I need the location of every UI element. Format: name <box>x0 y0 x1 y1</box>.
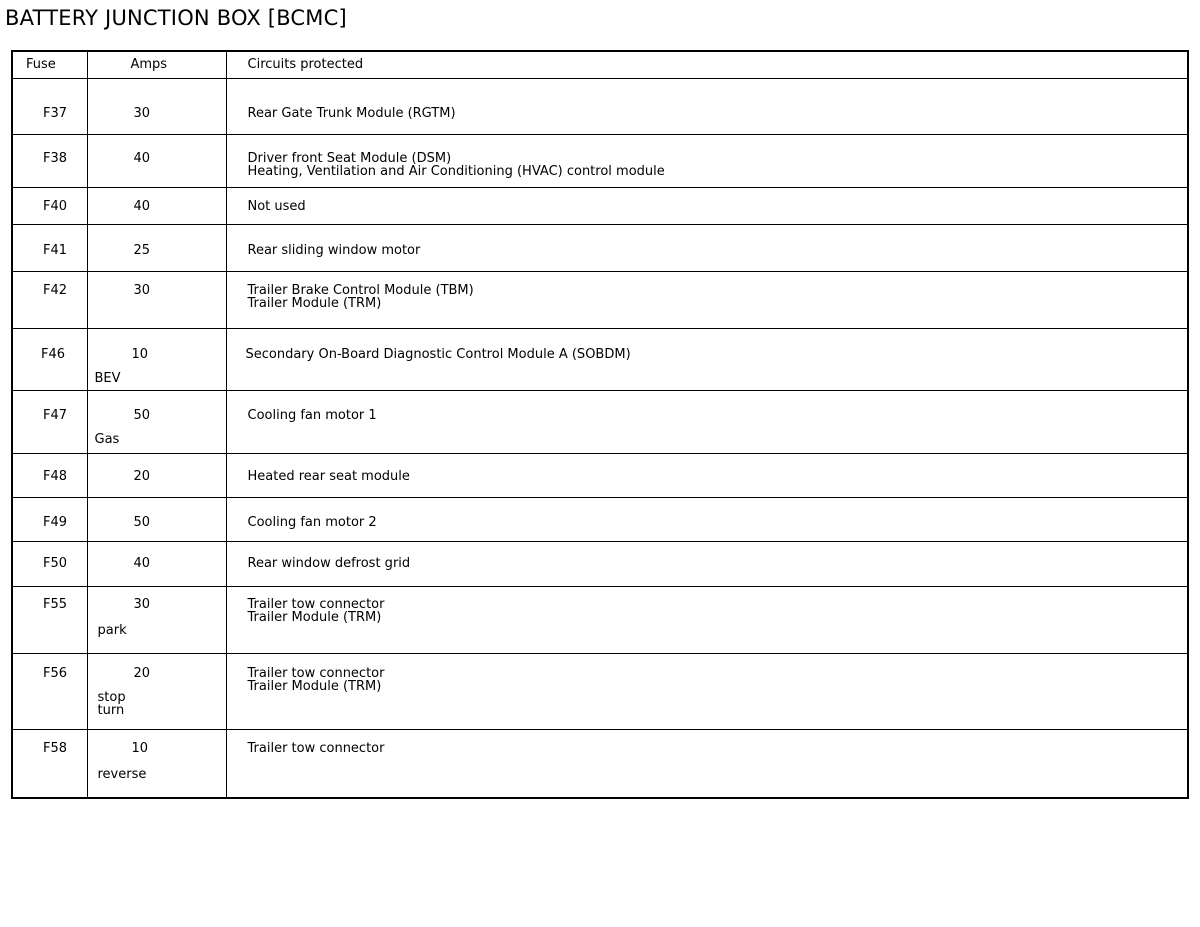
table-row <box>12 135 1188 188</box>
circuits-text: Driver front Seat Module (DSM) Heating, Ventilation and Air Conditioning (HVAC) control module <box>247 151 665 179</box>
fuse-cell <box>12 498 87 542</box>
fuse-id: F50 <box>43 556 68 571</box>
amps-value: 20 <box>133 666 151 681</box>
fuse-cell <box>12 79 87 135</box>
fuse-id: F41 <box>43 243 68 258</box>
amps-cell <box>87 329 226 391</box>
circuits-cell <box>226 730 1188 798</box>
amps-cell <box>87 79 226 135</box>
amps-cell <box>87 135 226 188</box>
table-header-row <box>12 51 1188 79</box>
circuits-cell <box>226 272 1188 329</box>
table-row <box>12 498 1188 542</box>
amps-note: reverse <box>97 767 147 782</box>
fuse-id: F55 <box>43 597 68 612</box>
amps-cell <box>87 587 226 654</box>
fuse-cell <box>12 329 87 391</box>
circuits-cell <box>226 454 1188 498</box>
fuse-table-body <box>12 79 1188 798</box>
circuits-cell <box>226 498 1188 542</box>
circuits-cell <box>226 654 1188 730</box>
circuits-text: Trailer tow connector Trailer Module (TRM) <box>247 597 385 625</box>
fuse-id: F42 <box>43 283 68 298</box>
fuse-cell <box>12 730 87 798</box>
amps-note: Gas <box>94 432 120 447</box>
circuits-text: Not used <box>247 199 306 214</box>
amps-value: 40 <box>133 199 151 214</box>
page-title: BATTERY JUNCTION BOX [BCMC] <box>5 6 347 30</box>
amps-value: 10 <box>131 741 149 756</box>
header-circuits: Circuits protected <box>226 51 1188 79</box>
header-fuse: Fuse <box>12 51 87 79</box>
fuse-cell <box>12 654 87 730</box>
fuse-id: F58 <box>43 741 68 756</box>
amps-note: stop turn <box>97 690 126 718</box>
circuits-cell <box>226 329 1188 391</box>
amps-cell <box>87 542 226 587</box>
amps-cell <box>87 272 226 329</box>
amps-value: 20 <box>133 469 151 484</box>
amps-cell <box>87 654 226 730</box>
amps-cell <box>87 454 226 498</box>
amps-cell <box>87 498 226 542</box>
table-row <box>12 225 1188 272</box>
amps-value: 50 <box>133 408 151 423</box>
amps-value: 50 <box>133 515 151 530</box>
fuse-id: F40 <box>43 199 68 214</box>
fuse-id: F47 <box>43 408 68 423</box>
fuse-cell <box>12 542 87 587</box>
table-row <box>12 587 1188 654</box>
fuse-cell <box>12 454 87 498</box>
fuse-table <box>11 50 1189 799</box>
fuse-id: F56 <box>43 666 68 681</box>
amps-value: 25 <box>133 243 151 258</box>
table-row <box>12 654 1188 730</box>
circuits-text: Trailer tow connector Trailer Module (TRM) <box>247 666 385 694</box>
circuits-text: Secondary On-Board Diagnostic Control Module A (SOBDM) <box>245 347 631 362</box>
table-row <box>12 79 1188 135</box>
amps-value: 30 <box>133 283 151 298</box>
amps-note: BEV <box>94 371 121 386</box>
amps-cell <box>87 730 226 798</box>
fuse-cell <box>12 272 87 329</box>
fuse-id: F49 <box>43 515 68 530</box>
circuits-cell <box>226 79 1188 135</box>
circuits-text: Cooling fan motor 2 <box>247 515 377 530</box>
fuse-id: F38 <box>43 151 68 166</box>
amps-value: 30 <box>133 597 151 612</box>
circuits-cell <box>226 391 1188 454</box>
fuse-cell <box>12 225 87 272</box>
fuse-id: F37 <box>43 106 68 121</box>
circuits-cell <box>226 225 1188 272</box>
amps-value: 40 <box>133 556 151 571</box>
table-row <box>12 454 1188 498</box>
amps-cell <box>87 225 226 272</box>
fuse-cell <box>12 391 87 454</box>
table-row <box>12 391 1188 454</box>
table-row <box>12 272 1188 329</box>
circuits-cell <box>226 542 1188 587</box>
circuits-text: Rear window defrost grid <box>247 556 411 571</box>
table-row <box>12 730 1188 798</box>
fuse-cell <box>12 188 87 225</box>
table-row <box>12 542 1188 587</box>
circuits-text: Rear sliding window motor <box>247 243 421 258</box>
fuse-id: F46 <box>41 347 66 362</box>
table-row <box>12 188 1188 225</box>
table-row <box>12 329 1188 391</box>
circuits-cell <box>226 135 1188 188</box>
amps-value: 30 <box>133 106 151 121</box>
header-amps: Amps <box>87 51 226 79</box>
fuse-cell <box>12 135 87 188</box>
circuits-cell <box>226 188 1188 225</box>
circuits-text: Trailer tow connector <box>247 741 385 756</box>
amps-value: 40 <box>133 151 151 166</box>
amps-cell <box>87 188 226 225</box>
circuits-text: Heated rear seat module <box>247 469 410 484</box>
amps-note: park <box>97 623 127 638</box>
circuits-text: Cooling fan motor 1 <box>247 408 377 423</box>
amps-cell <box>87 391 226 454</box>
fuse-cell <box>12 587 87 654</box>
fuse-id: F48 <box>43 469 68 484</box>
circuits-text: Rear Gate Trunk Module (RGTM) <box>247 106 456 121</box>
circuits-cell <box>226 587 1188 654</box>
circuits-text: Trailer Brake Control Module (TBM) Trailer Module (TRM) <box>247 283 474 311</box>
amps-value: 10 <box>131 347 149 362</box>
